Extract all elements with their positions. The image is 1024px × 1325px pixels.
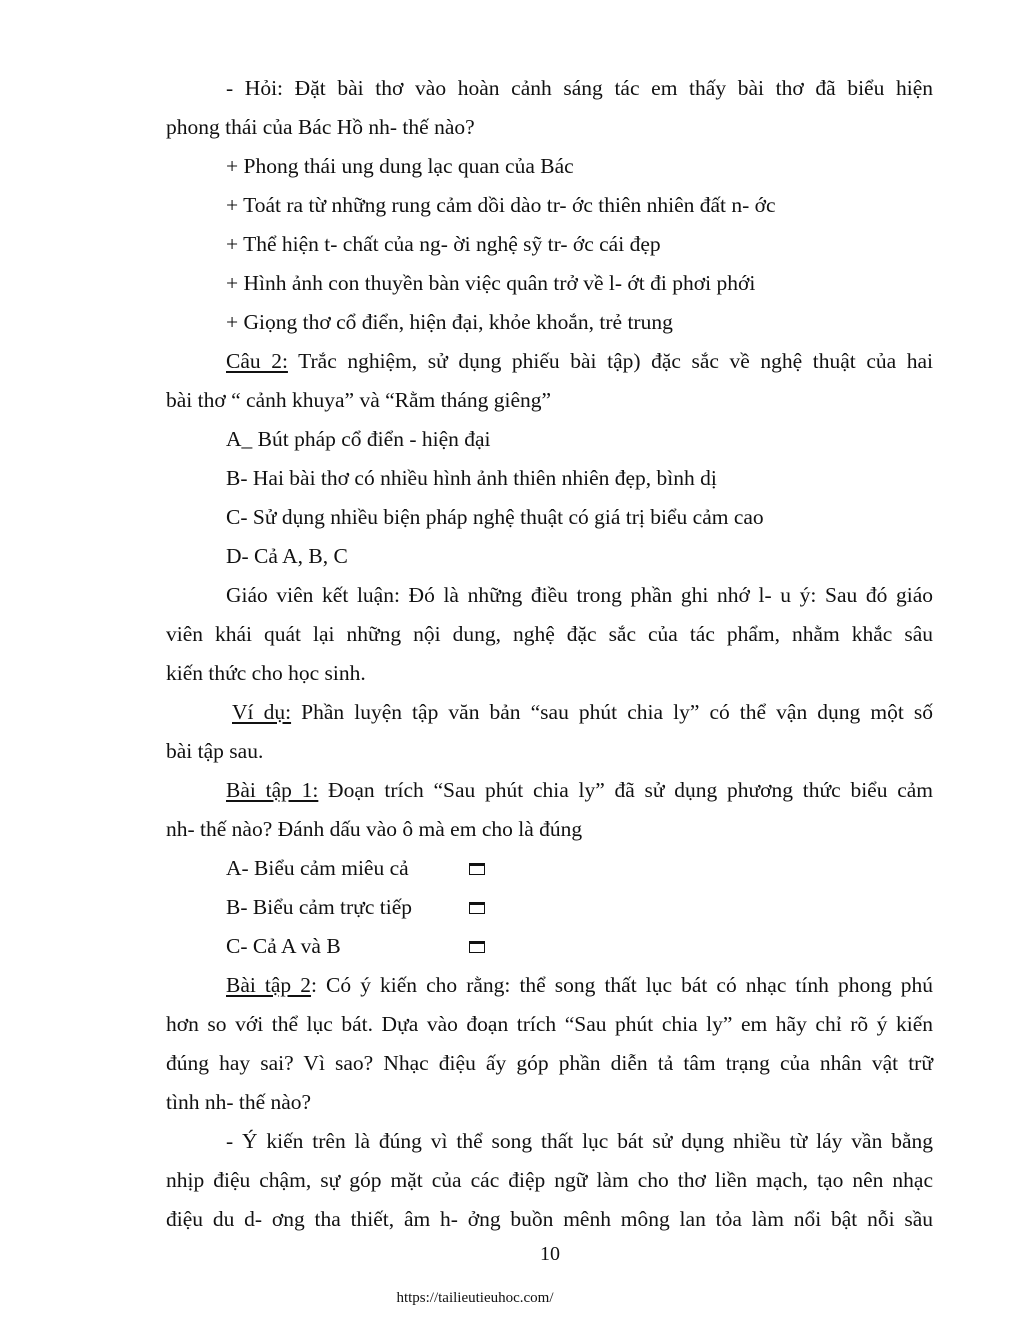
text-line: hơn so với thể lục bát. Dựa vào đoạn trích “Sau phút chia ly” em hãy chỉ rõ ý kiến [166,1012,933,1036]
option-c-label: C- Cả A và B [226,934,341,958]
exercise-2-line [226,966,933,1005]
text-line: nh- thế nào? Đánh dấu vào ô mà em cho là đúng [166,817,583,841]
text-line: - Hỏi: Đặt bài thơ vào hoàn cảnh sáng tác em thấy bài thơ đã biểu hiện [226,76,933,100]
exercise-2-label: Bài tập 2 [226,973,312,997]
example-text: Phần luyện tập văn bản “sau phút chia ly” có thể vận dụng một số [291,700,933,724]
text-line: điệu du d- ơng tha thiết, âm h- ởng buồn mênh mông lan tỏa làm nổi bật nỗi sầu [166,1207,933,1231]
text-line: + Phong thái ung dung lạc quan của Bác [226,154,574,178]
text-line: bài thơ “ cảnh khuya” và “Rằm tháng giêng” [166,388,552,412]
text-line: viên khái quát lại những nội dung, nghệ đặc sắc của tác phẩm, nhằm khắc sâu [166,622,933,646]
exercise-1-line [226,771,933,810]
exercise-1-text: Đoạn trích “Sau phút chia ly” đã sử dụng phương thức biểu cảm [318,778,933,802]
text-line: bài tập sau. [166,739,264,763]
exercise-1-label: Bài tập 1: [226,778,319,802]
text-line: tình nh- thế nào? [166,1090,312,1114]
option-b-label: B- Biểu cảm trực tiếp [226,895,412,919]
question-2-text: Trắc nghiệm, sử dụng phiếu bài tập) đặc sắc về nghệ thuật của hai [287,349,933,373]
text-line: kiến thức cho học sinh. [166,661,366,685]
answer-a: A_ Bút pháp cổ điển - hiện đại [226,427,491,451]
text-line: đúng hay sai? Vì sao? Nhạc điệu ấy góp phần diễn tả tâm trạng của nhân vật trữ [166,1051,933,1075]
option-c-checkbox[interactable] [469,941,485,953]
option-a-checkbox[interactable] [469,863,485,875]
text-line: nhịp điệu chậm, sự góp mặt của các điệp ngữ làm cho thơ liền mạch, tạo nên nhạc [166,1168,933,1192]
question-2-label: Câu 2: [226,349,288,373]
example-line [232,693,933,732]
text-line: Giáo viên kết luận: Đó là những điều trong phần ghi nhớ l- u ý: Sau đó giáo [226,583,933,607]
text-line: + Thể hiện t- chất của ng- ời nghệ sỹ tr- ớc cái đẹp [226,232,661,256]
text-line: - Ý kiến trên là đúng vì thể song thất lục bát sử dụng nhiều từ láy vần bằng [226,1129,933,1153]
exercise-2-text: : Có ý kiến cho rằng: thể song thất lục bát có nhạc tính phong phú [311,973,934,997]
page-number: 10 [540,1243,560,1265]
answer-d: D- Cả A, B, C [226,544,348,568]
footer-url[interactable]: https://tailieutieuhoc.com/ [396,1290,554,1306]
text-line: phong thái của Bác Hồ nh- thế nào? [166,115,475,139]
text-line: + Hình ảnh con thuyền bàn việc quân trở về l- ớt đi phơi phới [226,271,756,295]
example-label: Ví dụ: [232,700,292,724]
text-line: + Toát ra từ những rung cảm dồi dào tr- ớc thiên nhiên đất n- ớc [226,193,776,217]
question-2-line [226,342,933,381]
option-b-checkbox[interactable] [469,902,485,914]
text-line: + Giọng thơ cổ điển, hiện đại, khỏe khoắn, trẻ trung [226,310,673,334]
answer-c: C- Sử dụng nhiều biện pháp nghệ thuật có giá trị biểu cảm cao [226,505,764,529]
answer-b: B- Hai bài thơ có nhiều hình ảnh thiên nhiên đẹp, bình dị [226,466,717,490]
option-a-label: A- Biểu cảm miêu cả [226,856,409,880]
